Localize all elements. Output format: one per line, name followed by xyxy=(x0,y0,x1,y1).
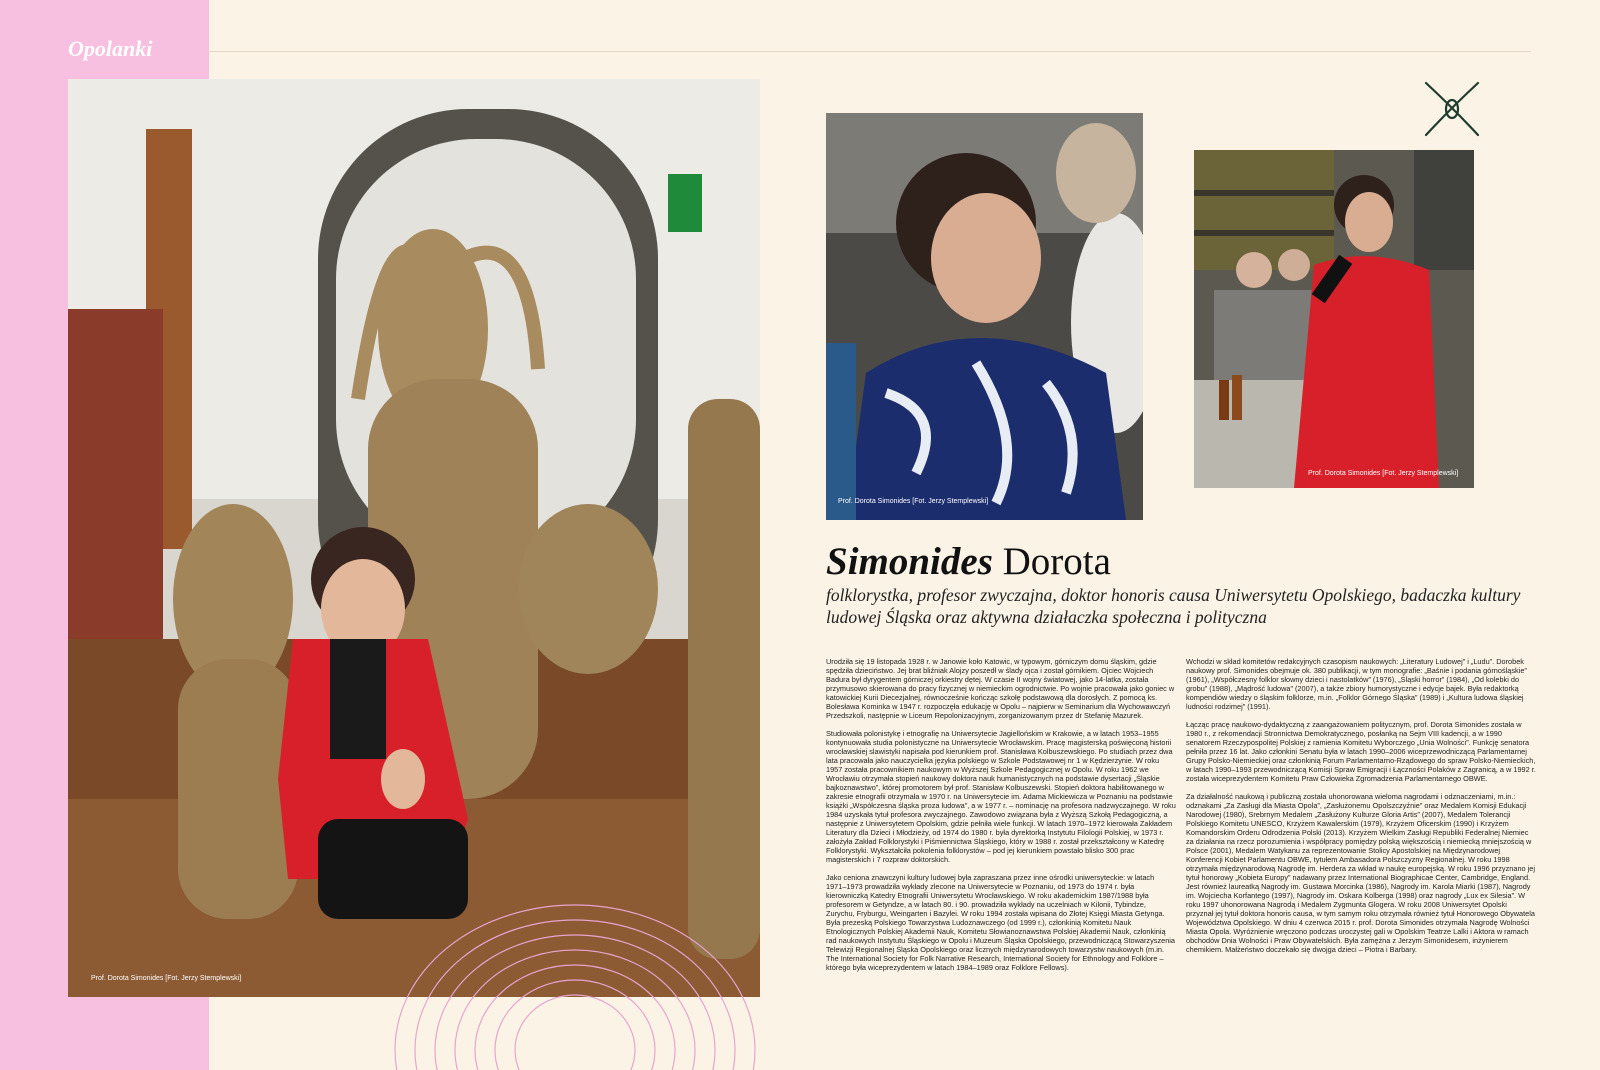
photo-speaking-microphone xyxy=(1194,150,1474,488)
main-photo-straw-figures xyxy=(68,79,760,997)
article-paragraph: Urodziła się 19 listopada 1928 r. w Janowie koło Katowic, w typowym, górniczym domu śląskim, gdzie spędziła dzieciństwo. Jej brat bliźniak Alojzy poszedł w ślady ojca i został górnikiem. Ojciec Wojciech Badura był dyrygentem górniczej orkiestry dętej. W czasie II wojny światowej, jako 14-latka, została przymusowo skierowana do pracy fizycznej w niemieckim ogrodnictwie. Po wojnie pracowała jako goniec w katowickiej Kurii Diecezjalnej, równocześnie kończąc szkołę podstawową dla dorosłych. Z pomocą ks. Bolesława Kominka w 1947 r. rozpoczęła edukację w Opolu – najpierw w Seminarium dla Wychowawczyń Przedszkoli, następnie w Liceum Repolonizacyjnym, zorganizowanym przez dr Stefanię Mazurek. xyxy=(826,657,1175,720)
article-paragraph: Studiowała polonistykę i etnografię na Uniwersytecie Jagiellońskim w Krakowie, a w latach 1953–1955 kontynuowała studia polonistyczne na Uniwersytecie Wrocławskim. Pracę magisterską poświęconą historii wrocławskiej slawistyki napisała pod kierunkiem prof. Stanisława Kolbuszewskiego. Po studiach przez dwa lata pracowała jako nauczycielka języka polskiego w Szkole Podstawowej nr 1 w Kędzierzynie. W roku 1957 została pracownikiem naukowym w Wyższej Szkole Pedagogicznej w Opolu. W roku 1962 we Wrocławiu otrzymała stopień naukowy doktora nauk humanistycznych na podstawie dysertacji „Śląskie bajkoznawstwo”, której promotorem był prof. Stanisław Kolbuszewski. Stopień doktora habilitowanego w zakresie etnografii otrzymała w 1970 r. na Uniwersytecie im. Adama Mickiewicza w Poznaniu na podstawie książki „Współczesna śląska proza ludowa”, a w 1977 r. – nominację na profesora nadzwyczajnego. W roku 1984 uzyskała tytuł profesora zwyczajnego. Zawodowo związana była z Wyższą Szkołą Pedagogiczną, a następnie z Uniwersytetem Opolskim, gdzie pełniła wiele funkcji. W latach 1970–1972 kierowała Zakładem Literatury dla Dzieci i Młodzieży, od 1974 do 1980 r. była dyrektorką Instytutu Filologii Polskiej, w 1973 r. założyła Zakład Folklorystyki i Piśmiennictwa Śląskiego, który w 1988 r. został przekształcony w Katedrę Folklorystyki. Wykształciła pokolenia folklorystów – pod jej kierunkiem powstało blisko 300 prac magisterskich i 7 rozpraw doktorskich. xyxy=(826,729,1176,864)
main-photo-caption: Prof. Dorota Simonides [Fot. Jerzy Stemplewski] xyxy=(91,975,242,982)
article-paragraph: Za działalność naukową i publiczną została uhonorowana wieloma nagrodami i odznaczeniami, m.in.: odznakami „Za Zasługi dla Miasta Opola”, „Zasłużonemu Opolszczyźnie” oraz Medalem Komisji Edukacji Narodowej (1980), Srebrnym Medalem „Zasłużony Kulturze Gloria Artis” (2007), Medalem Tolerancji Polskiego Komitetu UNESCO, Krzyżem Kawalerskim (1979), Krzyżem Oficerskim (1990) i Krzyżem Komandorskim Orderu Odrodzenia Polski (2013). Krzyżem Wielkim Zasługi Republiki Federalnej Niemiec za działania na rzecz porozumienia i współpracy pomiędzy polską większością i niemiecką mniejszością w Polsce (2001), Medalem Watykanu za reprezentowanie Stolicy Apostolskiej na Międzynarodowej Konferencji Kobiet Parlamentu OBWE, tytułem Ambasadora Polszczyzny Regionalnej. W roku 1998 otrzymała międzynarodową Nagrodę im. Herdera za wkład w naukę europejską. W roku 1996 przyznano jej tytuł honorowy „Kobieta Europy” nadawany przez International Biographicae Center, Cambridge, England. Jest również laureatką Nagrody im. Gustawa Morcinka (1986), Nagrody im. Karola Miarki (1987), Nagrody im. Wojciecha Korfantego (1997), Nagrody im. Oskara Kolberga (1998) oraz nagrody „Lux ex Silesia”. W roku 1997 uhonorowana Nagrodą i Medalem Zygmunta Glogera. W roku 2008 Uniwersytet Opolski przyznał jej tytuł doktora honoris causa, w tym samym roku otrzymała również tytuł Honorowego Obywatela Województwa Opolskiego. W dniu 4 czerwca 2015 r. prof. Dorota Simonides otrzymała Nagrodę Wolności Miasta Opola. Wyróżnienie wręczono podczas uroczystej gali w Opolskim Teatrze Lalki i Aktora w ramach obchodów Dnia Wolności i Praw Obywatelskich. Była zamężna z Jerzym Simonidesem, inżynierem chemikiem. Małżeństwo doczekało się dwojga dzieci – Piotra i Barbary. xyxy=(1186,792,1535,954)
article-heading xyxy=(826,538,1111,586)
third-photo-caption: Prof. Dorota Simonides [Fot. Jerzy Stemplewski] xyxy=(1308,470,1459,477)
article-first-name: Dorota xyxy=(1002,540,1111,583)
article-column-left xyxy=(826,657,1176,981)
article-subtitle: folklorystka, profesor zwyczajna, doktor honoris causa Uniwersytetu Opolskiego, badaczka kultury ludowej Śląska oraz aktywna działaczka społeczna i polityczna xyxy=(826,585,1521,627)
article-surname: Simonides xyxy=(826,540,993,583)
second-photo-caption: Prof. Dorota Simonides [Fot. Jerzy Stemplewski] xyxy=(838,498,989,505)
crossed-loops-icon xyxy=(1422,79,1482,139)
article-paragraph: Wchodzi w skład komitetów redakcyjnych czasopism naukowych: „Literatury Ludowej” i „Ludu”. Dorobek naukowy prof. Simonides obejmuje ok. 380 publikacji, w tym monografie: „Baśnie i podania górnośląskie” (1961), „Współczesny folklor słowny dzieci i nastolatków” (1976), „Śląski horror” (1984), „Od kolebki do grobu” (1988), „Mądrość ludowa” (2007), a także zbiory humorystyczne i edycje bajek. Była redaktorką kompendiów wiedzy o śląskim folklorze, m.in. „Folklor Górnego Śląska” (1989) i „Kultura ludowa śląskiej ludności rodzimej” (1991). xyxy=(1186,657,1527,711)
section-label: Opolanki xyxy=(68,36,153,61)
article-paragraph: Łącząc pracę naukowo-dydaktyczną z zaangażowaniem politycznym, prof. Dorota Simonides została w 1980 r., z rekomendacji Stronnictwa Demokratycznego, posłanką na Sejm VIII kadencji, a w 1990 senatorem Rzeczypospolitej Polskiej z ramienia Komitetu Wyborczego „Unia Wolności”. Funkcję senatora pełniła przez 16 lat. Jako członkini Senatu była w latach 1990–2006 wiceprzewodniczącą Parlamentarnej Grupy Polsko-Niemieckiej oraz członkinią Forum Parlamentarno-Rządowego do spraw Polsko-Niemieckich, w latach 1990–1993 przewodniczącą Komisji Spraw Emigracji i Łączności Polaków z Zagranicą, a w 1992 r. została wiceprezydentem Komitetu Praw Człowieka Zgromadzenia Parlamentarnego OBWE. xyxy=(1186,720,1536,783)
article-paragraph: Jako ceniona znawczyni kultury ludowej była zapraszana przez inne ośrodki uniwersyteckie: w latach 1971–1973 prowadziła wykłady zlecone na Uniwersytecie w Poznaniu, od 1973 do 1974 r. była kierowniczką Katedry Etnografii Uniwersytetu Wrocławskiego. W roku akademickim 1987/1988 była profesorem w Getyndze, a w latach 80. i 90. prowadziła wykłady na uczelniach w Kilonii, Tybindze, Zurychu, Fryburgu, Weingarten i Bazylei. W roku 1994 została wpisana do Złotej Księgi Miasta Getynga. Była prezeską Polskiego Towarzystwa Ludoznawczego (od 1999 r.), członkinią Komitetu Nauk Etnologicznych Polskiej Akademii Nauk, Komitetu Słowianoznawstwa Polskiej Akademii Nauk, członkinią rad naukowych Instytutu Śląskiego w Opolu i Muzeum Śląska Opolskiego, przewodniczącą Stowarzyszenia Telewizji Regionalnej Śląska Opolskiego oraz licznych międzynarodowych towarzystw naukowych (m.in. The International Society for Folk Narrative Research, International Society for Ethnology and Folklore – którego była wiceprezydentem w latach 1984–1989 oraz Folklore Fellows). xyxy=(826,873,1175,972)
concentric-rings-decoration xyxy=(385,900,765,1070)
photo-portrait-seated xyxy=(826,113,1143,520)
top-divider-line xyxy=(209,51,1531,52)
article-column-right xyxy=(1186,657,1536,963)
